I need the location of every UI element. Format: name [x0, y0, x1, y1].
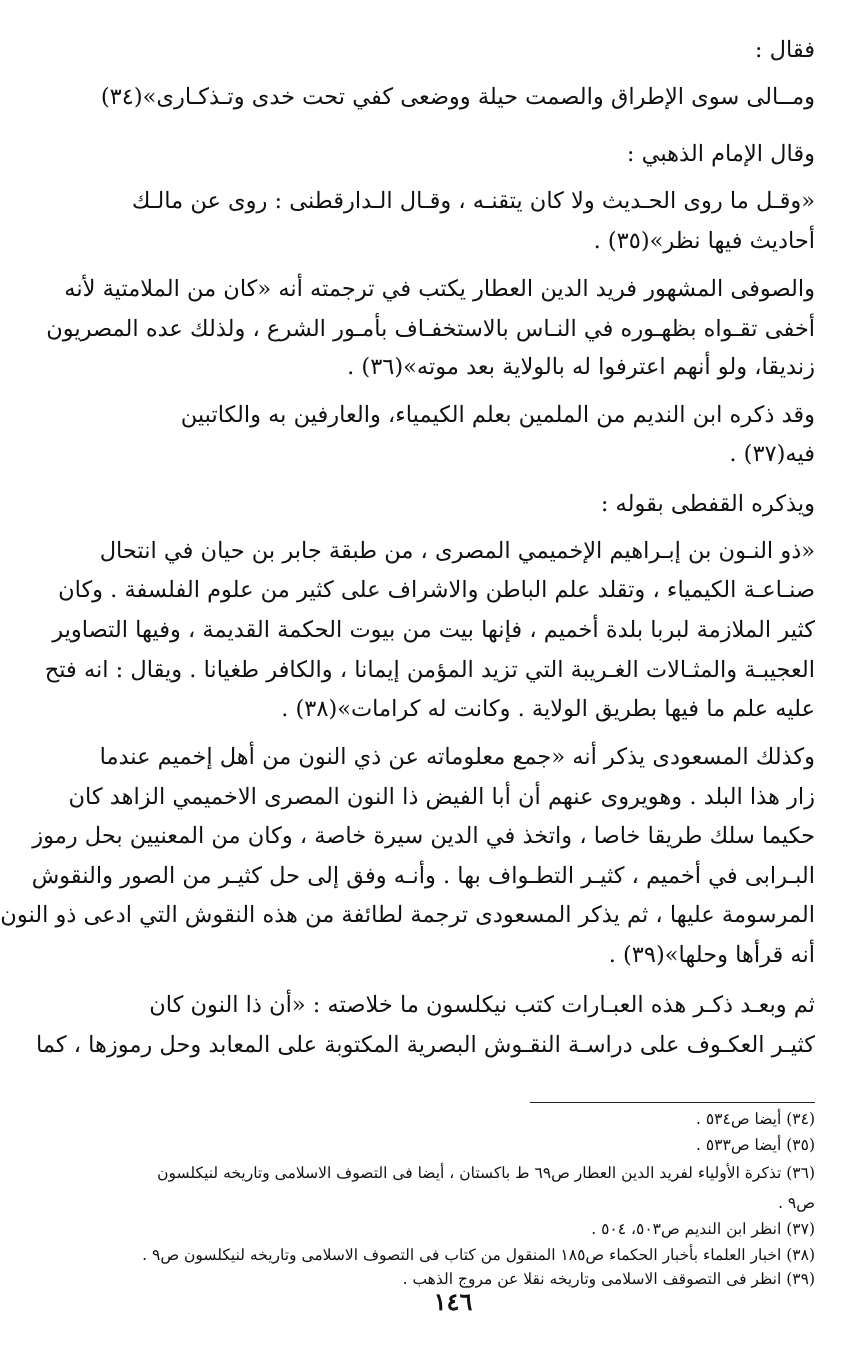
paragraph-line: زنديقا، ولو أنهم اعترفوا له بالولاية بعد موته»(٣٦) .	[347, 354, 815, 380]
paragraph-line: والصوفى المشهور فريد الدين العطار يكتب في ترجمته أنه «كان من الملامتية لأنه	[64, 276, 815, 302]
quote-line: العجيبـة والمثـالات الغـريبة التي تزيد المؤمن إيمانا ، والكافر طغيانا . ويقال : انه فتح	[44, 657, 815, 683]
quote-line: عليه علم ما فيها بطريق الولاية . وكانت له كرامات»(٣٨) .	[281, 696, 815, 722]
footnote: (٣٤) أيضا ص٥٣٤ .	[696, 1110, 815, 1128]
quote-line: «ذو النـون بن إبـراهيم الإخميمي المصرى ، من طبقة جابر بن حيان في انتحال	[99, 538, 815, 564]
paragraph-line: زار هذا البلد . وهويروى عنهم أن أبا الفيض ذا النون المصرى الاخميمي الزاهد كان	[68, 784, 815, 810]
footnote: ص٩ .	[778, 1194, 815, 1212]
page-number: ١٤٦	[433, 1287, 473, 1316]
paragraph-line: وكذلك المسعودى يذكر أنه «جمع معلوماته عن ذي النون من أهل إخميم عندما	[99, 744, 815, 770]
footnote: (٣٨) اخبار العلماء بأخبار الحكماء ص١٨٥ المنقول من كتاب فى التصوف الاسلامى وتاريخه لنيكلسون ص٩ .	[142, 1246, 815, 1264]
paragraph-line: فيه(٣٧) .	[729, 441, 815, 467]
quote-line: «وقـل ما روى الحـديث ولا كان يتقنـه ، وقـال الـدارقطنى : روى عن مالـك	[131, 188, 815, 214]
paragraph-line: البـرابى في أخميم ، كثيـر التطـواف بها . وأنـه وفق إلى حل كثيـر من الصور والنقوش	[31, 863, 815, 889]
footnote: (٣٩) انظر فى التصوقف الاسلامى وتاريخه نقلا عن مروج الذهب .	[402, 1270, 815, 1288]
footnote: (٣٥) أيضا ص٥٣٣ .	[696, 1136, 815, 1154]
paragraph-line: حكيما سلك طريقا خاصا ، واتخذ في الدين سيرة خاصة ، وكان من المعنيين بحل رموز	[32, 823, 815, 849]
paragraph-line: كثيـر العكـوف على دراسـة النقـوش البصرية المكتوبة على المعابد وحل رموزها ، كما	[35, 1032, 815, 1058]
paragraph-line: وقد ذكره ابن النديم من الملمين بعلم الكيمياء، والعارفين به والكاتبين	[180, 402, 815, 428]
footnote: (٣٦) تذكرة الأولياء لفريد الدين العطار ص٦٩ ط باكستان ، أيضا فى التصوف الاسلامى وتاريخه لنيكلسون	[157, 1164, 815, 1182]
quote-line: كثير الملازمة لبربا بلدة أخميم ، فإنها بيت من بيوت الحكمة القديمة ، وفيها التصاوير	[52, 617, 815, 643]
paragraph-line: المرسومة عليها ، ثم يذكر المسعودى ترجمة لطائفة من هذه النقوش التي ادعى ذو النون	[0, 902, 815, 928]
footnote: (٣٧) انظر ابن النديم ص٥٠٣، ٥٠٤ .	[591, 1220, 815, 1238]
paragraph-line: أخفى تقـواه بظهـوره في النـاس بالاستخفـاف بأمـور الشرع ، ولذلك عده المصريون	[46, 316, 815, 342]
poem-verse: ومــالى سوى الإطراق والصمت حيلة ووضعى كفي تحت خدى وتـذكـارى»(٣٤)	[100, 84, 815, 110]
quote-line: صنـاعـة الكيمياء ، وتقلد علم الباطن والاشراف على كثير من علوم الفلسفة . وكان	[58, 577, 815, 603]
paragraph-line: أنه قرأها وحلها»(٣٩) .	[608, 942, 815, 968]
paragraph-line: ثم وبعـد ذكـر هذه العبـارات كتب نيكلسون ما خلاصته : «أن ذا النون كان	[149, 992, 815, 1018]
text-line: فقال :	[754, 37, 815, 63]
text-line: وقال الإمام الذهبي :	[626, 141, 815, 167]
text-line: ويذكره القفطى بقوله :	[600, 491, 815, 517]
footnote-separator	[530, 1102, 815, 1103]
quote-line: أحاديث فيها نظر»(٣٥) .	[593, 228, 815, 254]
